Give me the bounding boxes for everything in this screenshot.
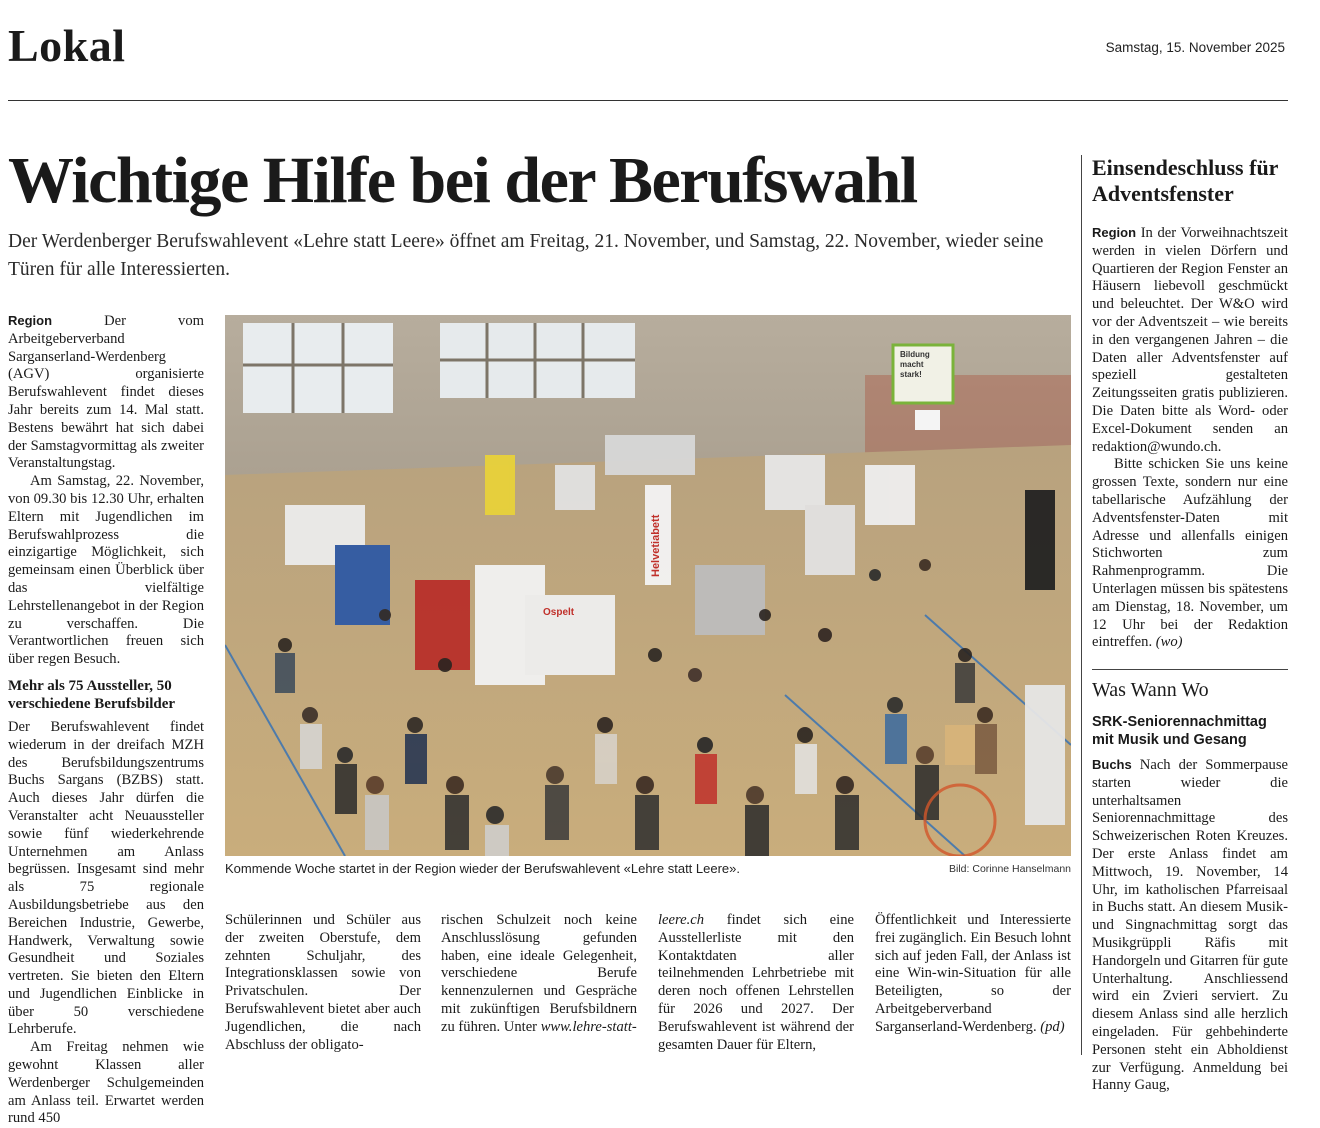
column-divider	[1081, 155, 1082, 1055]
sidebar-signature: (wo)	[1155, 634, 1183, 651]
photo-sign-text: macht	[900, 360, 924, 369]
article-column-1	[8, 312, 204, 1128]
event-photo	[225, 315, 1071, 856]
sidebar-headline: Einsendeschluss für Adventsfenster	[1092, 155, 1279, 206]
caption-text: Kommende Woche startet in der Region wieder der Berufswahlevent «Lehre statt Leere».	[225, 861, 740, 876]
srk-headline: SRK-Seniorennachmittag mit Musik und Gesang	[1092, 714, 1267, 748]
srk-kicker: Buchs	[1092, 757, 1132, 772]
article-paragraph-3: Der Berufswahlevent findet wiederum in der dreifach MZH des Berufsbildungszentrums Buchs Sargans (BZBS) statt. Auch dieses Jahr dürfen die Veranstalter acht Neuaussteller sowie fünf wiederkehrende Unternehmen am Anlass begrüssen. Insgesamt sind mehr als 75 regionale Ausbildungsbetriebe aus den Bereichen Industrie, Gewerbe, Handwerk, Verwaltung sowie Gesundheit und Soziales vertreten. Sie bieten den Eltern und Jugendlichen Einblicke in über 50 verschiedene Lehrberufe.	[8, 718, 204, 1038]
photo-caption	[225, 861, 1071, 876]
paragraph-text: Nach der Sommerpause starten wieder die unterhaltsamen Seniorennachmittage des Schweizerischen Roten Kreuzes. Der erste Anlass findet am Mittwoch, 19. November, 14 Uhr, im katholischen Pfarreisaal in Buchs statt. An diesem Musik- und Singnachmittag sorgt das Musikgrüppli Räfis mit Handorgeln und Gitarren für gute Unterhaltung. Anschliessend wird ein Zvieri serviert. Zu diesem Anlass sind alle herzlich eingeladen. Für gehbehinderte Personen steht ein Abholdienst zur Verfügung. Anmeldung bei Hanny Gaug,	[1092, 757, 1289, 1094]
article-paragraph: Schülerinnen und Schüler aus der zweiten Oberstufe, dem zehnten Schuljahr, des Integrationsklassen sowie von Privatschulen. Der Berufswahlevent bietet aber auch Jugendlichen, die nach Abschluss der obligato-	[225, 912, 421, 1053]
srk-paragraph	[1092, 756, 1288, 1095]
photo-credit: Bild: Corinne Hanselmann	[949, 863, 1071, 875]
sidebar-rule	[1092, 669, 1288, 670]
paragraph-text: rischen Schulzeit noch keine Anschlusslösung gefunden haben, eine ideale Gelegenheit, verschiedene Berufe kennenzulernen und Gespräche mit zukünftigen Berufsbildnern zu führen. Unter	[441, 912, 637, 1035]
section-title: Lokal	[8, 20, 126, 71]
article-subhead: Mehr als 75 Aussteller, 50 verschiedene Berufsbilder	[8, 677, 176, 712]
photo-sign-text: Bildung	[900, 350, 930, 359]
paragraph-text: Bitte schicken Sie uns keine grossen Texte, sondern nur eine tabellarische Aufzählung der Adventsfenster-Daten mit Adresse und allenfalls einigen Stichworten zum Rahmenprogramm. Die Unterlagen müssen bis spätestens am Dienstag, 18. November, um 12 Uhr bei der Redaktion eintreffen.	[1092, 456, 1288, 651]
sidebar-paragraph-1	[1092, 224, 1288, 456]
sidebar-kicker: Region	[1092, 225, 1137, 240]
article-column-2	[225, 912, 421, 1054]
paragraph-text: Öffentlichkeit und Interessierte frei zugänglich. Ein Besuch lohnt sich auf jeden Fall, der Anlass ist eine Win-win-Situation für alle Beteiligten, so der Arbeitgeberverband Sarganserland-Werdenberg.	[875, 912, 1071, 1035]
photo-sign-text: Ospelt	[543, 607, 575, 618]
article-paragraph	[658, 912, 854, 1054]
article-paragraph	[875, 912, 1071, 1037]
sidebar-column	[1092, 224, 1288, 652]
article-column-3	[441, 912, 637, 1037]
article-paragraph-1	[8, 312, 204, 473]
sidebar-paragraph-2	[1092, 456, 1288, 652]
paragraph-text: Der vom Arbeitgeberverband Sarganserland-Werdenberg (AGV) organisierte Berufswahlevent findet dieses Jahr bereits zum 14. Mal statt. Bestens bewährt hat sich dabei der Samstagvormittag als zweiter Veranstaltungstag.	[8, 313, 204, 472]
article-lead: Der Werdenberger Berufswahlevent «Lehre statt Leere» öffnet am Freitag, 21. November, und Samstag, 22. November, wieder seine Türen für alle Interessierten.	[8, 231, 1044, 280]
author-signature: (pd)	[1040, 1018, 1065, 1035]
website-link-end[interactable]: leere.ch	[658, 912, 705, 928]
srk-column	[1092, 756, 1288, 1095]
paragraph-text: In der Vorweihnachtszeit werden in vielen Dörfern und Quartieren der Region Fenster an Häusern liebevoll geschmückt und beleuchtet. Der W&O wird vor der Adventszeit – wie bereits in den vergangenen Jahren – die Daten aller Adventsfenster auf speziell gestalteten Zeitungsseiten gratis publizieren. Die Daten bitte als Word- oder Excel-Dokument senden an redaktion@wundo.ch.	[1092, 225, 1288, 455]
photo-illustration	[225, 315, 1071, 856]
article-paragraph	[441, 912, 637, 1037]
paragraph-text: findet sich eine Ausstellerliste mit den Kontaktdaten aller teilnehmenden Lehrbetriebe mit deren noch offenen Lehrstellen für 2026 und 2027. Der Berufswahlevent ist während der gesamten Dauer für Eltern,	[658, 912, 854, 1053]
article-headline: Wichtige Hilfe bei der Berufswahl	[8, 144, 917, 217]
article-paragraph-4: Am Freitag nehmen wie gewohnt Klassen aller Werdenberger Schulgemeinden am Anlass teil. Erwartet werden rund 450	[8, 1039, 204, 1127]
article-kicker: Region	[8, 313, 53, 328]
photo-sign-text: stark!	[900, 370, 922, 379]
masthead-rule	[8, 100, 1288, 101]
article-column-4	[658, 912, 854, 1054]
what-when-where-title: Was Wann Wo	[1092, 679, 1209, 701]
article-paragraph-2: Am Samstag, 22. November, von 09.30 bis 12.30 Uhr, erhalten Eltern mit Jugendlichen im Berufswahlprozess die einzigartige Möglichkeit, sich gemeinsam einen Überblick über das vielfältige Lehrstellenangebot in der Region zu verschaffen. Die Verantwortlichen freuen sich über regen Besuch.	[8, 473, 204, 668]
article-column-5	[875, 912, 1071, 1037]
issue-date: Samstag, 15. November 2025	[1105, 40, 1285, 55]
photo-sign-text: Helvetiabett	[650, 514, 662, 577]
website-link[interactable]: www.lehre-statt-	[540, 1018, 637, 1035]
